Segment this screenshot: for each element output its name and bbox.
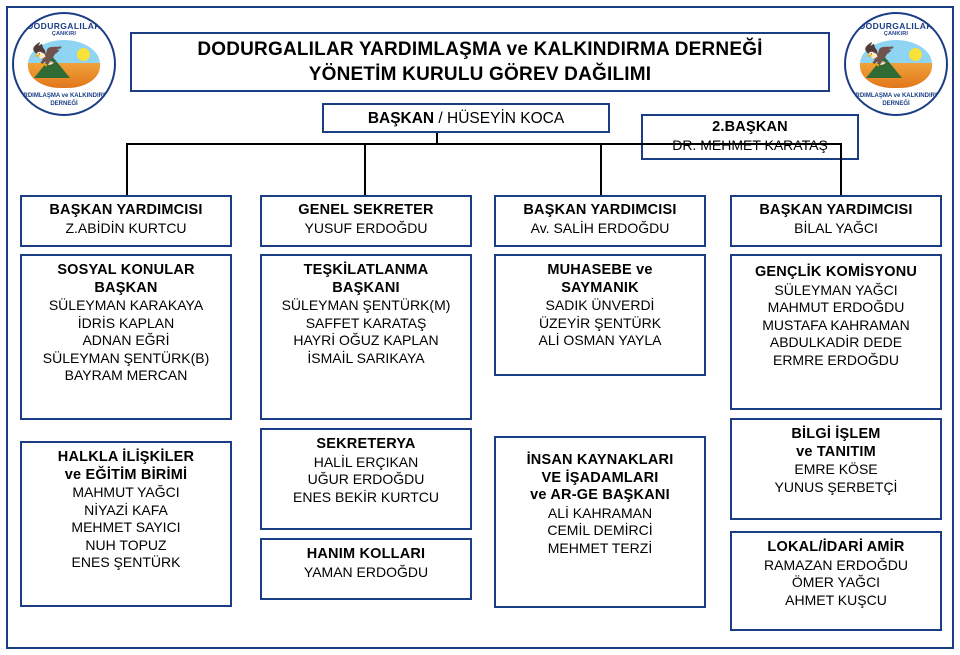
unit-member: HAYRİ OĞUZ KAPLAN (293, 332, 439, 348)
column-head-3-role: BAŞKAN YARDIMCISI (523, 202, 677, 218)
unit-member: MEHMET SAYICI (71, 519, 181, 535)
unit-member: ALİ OSMAN YAYLA (538, 332, 662, 348)
unit-box-halkla-iliskiler (20, 441, 232, 607)
unit-member: MEHMET TERZİ (547, 539, 653, 556)
ikinci-baskan-role: 2.BAŞKAN (712, 119, 788, 135)
unit-title: BAŞKANI (332, 279, 400, 296)
unit-member: ALİ KAHRAMAN (547, 504, 653, 521)
unit-box-teskilatlanma (260, 254, 472, 420)
unit-member: ENES ŞENTÜRK (71, 554, 181, 570)
column-head-2-role: GENEL SEKRETER (298, 202, 434, 218)
ikinci-baskan-name (643, 137, 857, 155)
connector-col4-down (840, 143, 842, 195)
unit-member: EMRE KÖSE (794, 461, 878, 477)
unit-member: MAHMUT YAĞCI (72, 484, 180, 500)
column-head-1-role: BAŞKAN YARDIMCISI (49, 202, 203, 218)
unit-member: ERMRE ERDOĞDU (772, 351, 899, 368)
logo-right-ring-top: DODURGALILAR (859, 21, 933, 31)
baskan-name: HÜSEYİN KOCA (447, 110, 565, 127)
baskan-role: BAŞKAN (367, 110, 435, 127)
column-head-3-name: Av. SALİH ERDOĞDU (530, 219, 670, 236)
unit-member: YAMAN ERDOĞDU (303, 563, 429, 580)
unit-title: ve EĞİTİM BİRİMİ (64, 466, 188, 483)
unit-member: NUH TOPUZ (85, 536, 167, 553)
column-head-2-name: YUSUF ERDOĞDU (304, 219, 428, 236)
unit-member: AHMET KUŞCU (785, 591, 887, 608)
connector-col1-down (126, 143, 128, 195)
unit-member: CEMİL DEMİRCİ (547, 522, 653, 538)
unit-title: SAYMANIK (561, 279, 639, 296)
column-head-1 (20, 195, 232, 247)
column-head-3 (494, 195, 706, 247)
logo-right-bird-icon: 🦅 (862, 42, 897, 67)
column-head-4-name: BİLAL YAĞCI (794, 219, 878, 236)
unit-member: ÖMER YAĞCI (791, 574, 881, 590)
unit-box-genclik-komisyonu (730, 254, 942, 410)
unit-title: SEKRETERYA (316, 436, 416, 452)
unit-member: YUNUS ŞERBETÇİ (774, 478, 898, 495)
unit-box-bilgi-islem (730, 418, 942, 520)
unit-member: NİYAZİ KAFA (84, 501, 168, 518)
unit-title: ve AR-GE BAŞKANI (530, 487, 670, 503)
unit-member: İSMAİL SARIKAYA (307, 349, 425, 366)
unit-member: ADNAN EĞRİ (82, 332, 170, 348)
unit-title: HANIM KOLLARI (306, 546, 426, 562)
unit-title: BAŞKAN (94, 279, 158, 296)
logo-left-ring-bottom: YARDIMLAŞMA ve KALKINDIRMA DERNEĞİ (15, 93, 113, 107)
unit-title: MUHASEBE ve (547, 262, 653, 278)
logo-right-ring-sub: ÇANKIRI (883, 31, 909, 37)
baskan-line (324, 109, 608, 129)
ikinci-baskan-box (641, 114, 859, 160)
unit-member: İDRİS KAPLAN (77, 314, 175, 331)
dodurgalilar-logo-right-icon (844, 12, 948, 116)
unit-member: SADIK ÜNVERDİ (545, 297, 655, 313)
unit-title: BİLGİ İŞLEM (791, 426, 881, 442)
unit-box-sosyal-konular (20, 254, 232, 420)
chart-title-line1: DODURGALILAR YARDIMLAŞMA ve KALKINDIRMA DERNEĞİ (197, 39, 763, 60)
unit-member: UĞUR ERDOĞDU (307, 471, 425, 487)
unit-member: ENES BEKİR KURTCU (293, 488, 439, 505)
unit-member: SAFFET KARATAŞ (305, 314, 427, 331)
dodurgalilar-logo-left-icon (12, 12, 116, 116)
unit-title: GENÇLİK KOMİSYONU (754, 264, 918, 280)
column-head-1-name: Z.ABİDİN KURTCU (65, 219, 187, 236)
unit-member: SÜLEYMAN YAĞCI (774, 281, 898, 298)
unit-box-sekreterya (260, 428, 472, 530)
column-head-2 (260, 195, 472, 247)
baskan-separator: / (434, 110, 448, 127)
column-head-4 (730, 195, 942, 247)
unit-member: MUSTAFA KAHRAMAN (762, 316, 910, 333)
unit-member: MAHMUT ERDOĞDU (767, 299, 905, 315)
unit-member: ÜZEYİR ŞENTÜRK (538, 314, 662, 331)
unit-box-insan-kaynaklari (494, 436, 706, 608)
unit-member: BAYRAM MERCAN (64, 367, 188, 383)
logo-left-ring-top: DODURGALILAR (27, 21, 101, 31)
unit-title: SOSYAL KONULAR (57, 262, 195, 278)
unit-member: SÜLEYMAN ŞENTÜRK(B) (42, 349, 210, 366)
chart-title-box (130, 32, 830, 92)
unit-member: HALİL ERÇIKAN (313, 453, 419, 470)
unit-title: TEŞKİLATLANMA (303, 262, 429, 278)
baskan-box (322, 103, 610, 133)
connector-col2-down (364, 143, 366, 195)
unit-title: LOKAL/İDARİ AMİR (767, 539, 905, 555)
unit-title: ve TANITIM (796, 443, 876, 460)
unit-member: RAMAZAN ERDOĞDU (764, 556, 908, 573)
column-head-4-role: BAŞKAN YARDIMCISI (759, 202, 913, 218)
unit-box-lokal-idari-amir (730, 531, 942, 631)
unit-member: SÜLEYMAN ŞENTÜRK(M) (281, 297, 451, 313)
chart-title-line2: YÖNETİM KURULU GÖREV DAĞILIMI (308, 64, 652, 85)
unit-title: İNSAN KAYNAKLARI (526, 452, 674, 468)
unit-member: SÜLEYMAN KARAKAYA (48, 297, 204, 313)
connector-col3-down (600, 143, 602, 195)
logo-left-ring-sub: ÇANKIRI (51, 31, 77, 37)
unit-title: VE İŞADAMLARI (541, 469, 659, 486)
connector-baskan-down (436, 133, 438, 143)
unit-box-muhasebe-saymanik (494, 254, 706, 376)
connector-horizontal-bus (126, 143, 842, 145)
unit-box-hanim-kollari (260, 538, 472, 600)
logo-right-ring-bottom: YARDIMLAŞMA ve KALKINDIRMA DERNEĞİ (847, 93, 945, 107)
unit-member: ABDULKADİR DEDE (769, 334, 903, 350)
unit-title: HALKLA İLİŞKİLER (57, 449, 195, 465)
logo-left-bird-icon: 🦅 (30, 42, 65, 67)
